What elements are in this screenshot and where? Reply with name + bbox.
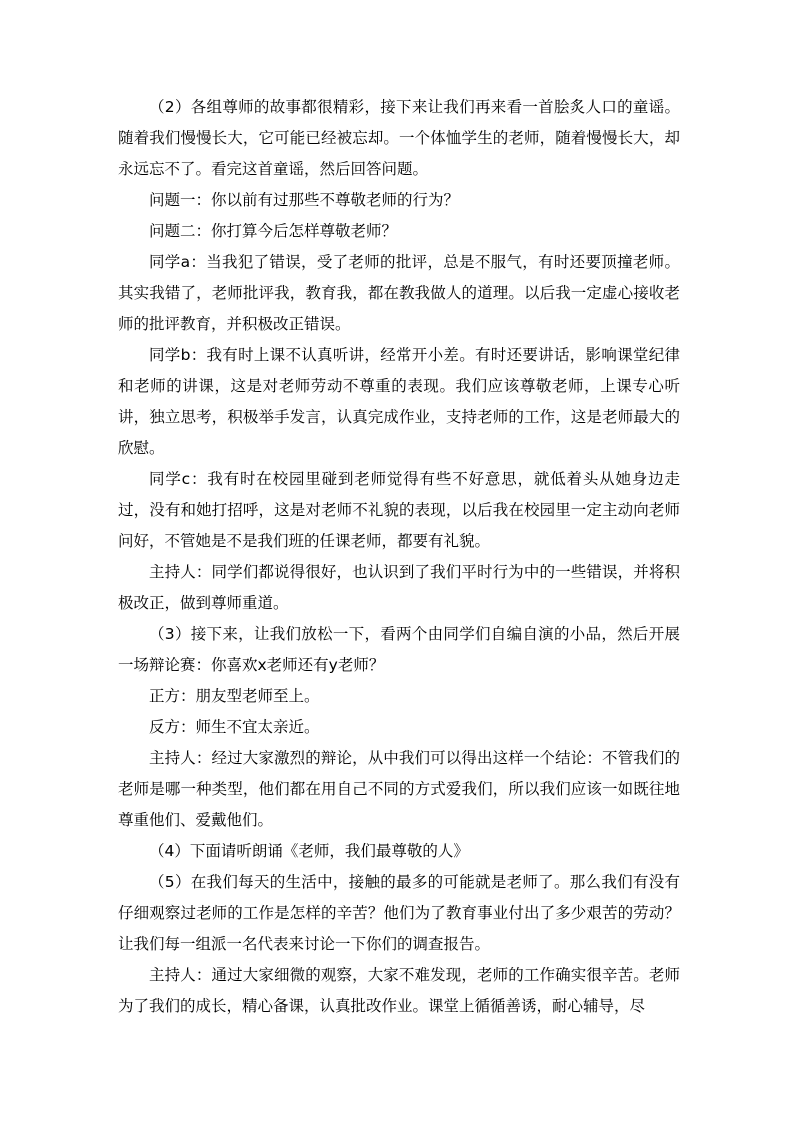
- paragraph-debate-intro: （3）接下来，让我们放松一下，看两个由同学们自编自演的小品，然后开展一场辩论赛：你喜欢x老师还有y老师？: [118, 625, 680, 674]
- paragraph-student-b: 同学b：我有时上课不认真听讲，经常开小差。有时还要讲话，影响课堂纪律和老师的讲课，这是对老师劳动不尊重的表现。我们应该尊敬老师，上课专心听讲，独立思考，积极举手发言，认真完成作业，支持老师的工作，这是老师最大的欣慰。: [118, 346, 680, 457]
- paragraph-question-intro: （2）各组尊师的故事都很精彩，接下来让我们再来看一首脍炙人口的童谣。随着我们慢慢长大，它可能已经被忘却。一个体恤学生的老师，随着慢慢长大，却永远忘不了。看完这首童谣，然后回答问题。: [118, 98, 680, 178]
- document-body: [118, 92, 680, 1022]
- paragraph-student-c: 同学c：我有时在校园里碰到老师觉得有些不好意思，就低着头从她身边走过，没有和她打招呼，这是对老师不礼貌的表现，以后我在校园里一定主动向老师问好，不管她是不是我们班的任课老师，都要有礼貌。: [118, 470, 680, 550]
- paragraph-question-one: 问题一：你以前有过那些不尊敬老师的行为？: [149, 191, 460, 209]
- paragraph-con-side: 反方：师生不宜太亲近。: [149, 718, 320, 736]
- paragraph-recitation: （4）下面请听朗诵《老师，我们最尊敬的人》: [149, 842, 469, 860]
- paragraph-observation: （5）在我们每天的生活中，接触的最多的可能就是老师了。那么我们有没有仔细观察过老师的工作是怎样的辛苦？他们为了教育事业付出了多少艰苦的劳动？让我们每一组派一名代表来讨论一下你们的调查报告。: [118, 873, 680, 953]
- paragraph-host-summary-1: 主持人：同学们都说得很好，也认识到了我们平时行为中的一些错误，并将积极改正，做到尊师重道。: [118, 563, 680, 612]
- paragraph-pro-side: 正方：朋友型老师至上。: [149, 687, 320, 705]
- paragraph-question-two: 问题二：你打算今后怎样尊敬老师？: [149, 222, 398, 240]
- paragraph-student-a: 同学a：当我犯了错误，受了老师的批评，总是不服气，有时还要顶撞老师。其实我错了，老师批评我，教育我，都在教我做人的道理。以后我一定虚心接收老师的批评教育，并积极改正错误。: [118, 253, 680, 333]
- paragraph-host-summary-3: 主持人：通过大家细微的观察，大家不难发现，老师的工作确实很辛苦。老师为了我们的成长，精心备课，认真批改作业。课堂上循循善诱，耐心辅导，尽: [118, 966, 680, 1015]
- paragraph-host-summary-2: 主持人：经过大家激烈的辩论，从中我们可以得出这样一个结论：不管我们的老师是哪一种类型，他们都在用自己不同的方式爱我们，所以我们应该一如既往地尊重他们、爱戴他们。: [118, 749, 680, 829]
